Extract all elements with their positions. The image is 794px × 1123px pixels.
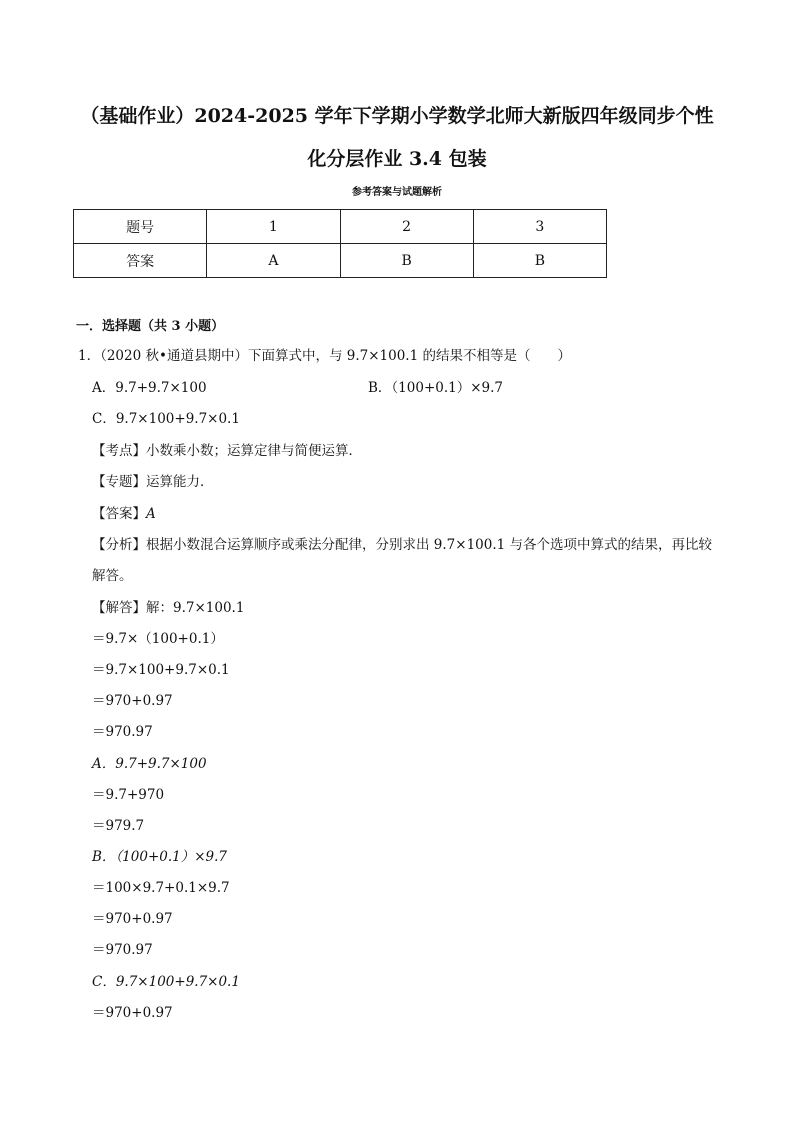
solution-step: ＝970.97 <box>92 942 153 958</box>
kaodian-tag: 【考点】 <box>92 443 146 459</box>
table-cell: A <box>207 244 340 278</box>
answer-table <box>73 209 607 278</box>
option-c: C．9.7×100+9.7×0.1 <box>92 411 240 427</box>
jieda-line <box>92 598 244 618</box>
zhuanti-line <box>92 472 214 492</box>
solution-step: ＝9.7+970 <box>92 787 165 803</box>
fenxi-line <box>92 535 712 555</box>
option-a: A．9.7+9.7×100 <box>92 380 207 396</box>
table-cell: B <box>340 244 473 278</box>
document-title-line-1: （基础作业）2024-2025 学年下学期小学数学北师大新版四年级同步个性 <box>80 105 714 127</box>
kaodian-line <box>92 441 362 461</box>
solution-step: ＝970+0.97 <box>92 1005 173 1021</box>
table-cell: 3 <box>473 210 606 244</box>
table-cell: 2 <box>340 210 473 244</box>
zhuanti-text: 运算能力． <box>146 474 214 490</box>
table-cell: B <box>473 244 606 278</box>
solution-step: ＝970.97 <box>92 724 153 740</box>
option-b: B．（100+0.1）×9.7 <box>368 380 503 396</box>
section-title: 一．选择题（共 3 小题） <box>76 319 225 334</box>
daan-line <box>92 504 156 524</box>
fenxi-continuation: 解答。 <box>92 568 133 584</box>
fenxi-tag: 【分析】 <box>92 537 146 553</box>
answer-subtitle: 参考答案与试题解析 <box>352 187 442 198</box>
fenxi-text: 根据小数混合运算顺序或乘法分配律，分别求出 9.7×100.1 与各个选项中算式的结果，再比较 <box>146 537 713 553</box>
solution-step: ＝9.7×100+9.7×0.1 <box>92 662 230 678</box>
daan-tag: 【答案】 <box>92 506 146 522</box>
zhuanti-tag: 【专题】 <box>92 474 146 490</box>
solution-step: ＝9.7×（100+0.1） <box>92 631 224 647</box>
table-cell: 答案 <box>74 244 207 278</box>
solution-step: A．9.7+9.7×100 <box>92 756 207 772</box>
table-cell: 1 <box>207 210 340 244</box>
daan-text: A <box>146 506 156 522</box>
document-title-line-2: 化分层作业 3.4 包装 <box>307 148 487 170</box>
question-stem: 1．（2020 秋•通道县期中）下面算式中，与 9.7×100.1 的结果不相等是（ ） <box>78 348 571 364</box>
solution-step: ＝970+0.97 <box>92 911 173 927</box>
solution-step: C．9.7×100+9.7×0.1 <box>92 974 240 990</box>
jieda-tag: 【解答】 <box>92 600 146 616</box>
table-row <box>74 244 607 278</box>
kaodian-text: 小数乘小数；运算定律与简便运算． <box>146 443 362 459</box>
table-cell: 题号 <box>74 210 207 244</box>
jieda-text: 解：9.7×100.1 <box>146 600 245 616</box>
solution-step: ＝970+0.97 <box>92 693 173 709</box>
solution-step: ＝100×9.7+0.1×9.7 <box>92 880 230 896</box>
solution-step: ＝979.7 <box>92 818 145 834</box>
solution-step: B．（100+0.1）×9.7 <box>92 849 227 865</box>
table-row <box>74 210 607 244</box>
